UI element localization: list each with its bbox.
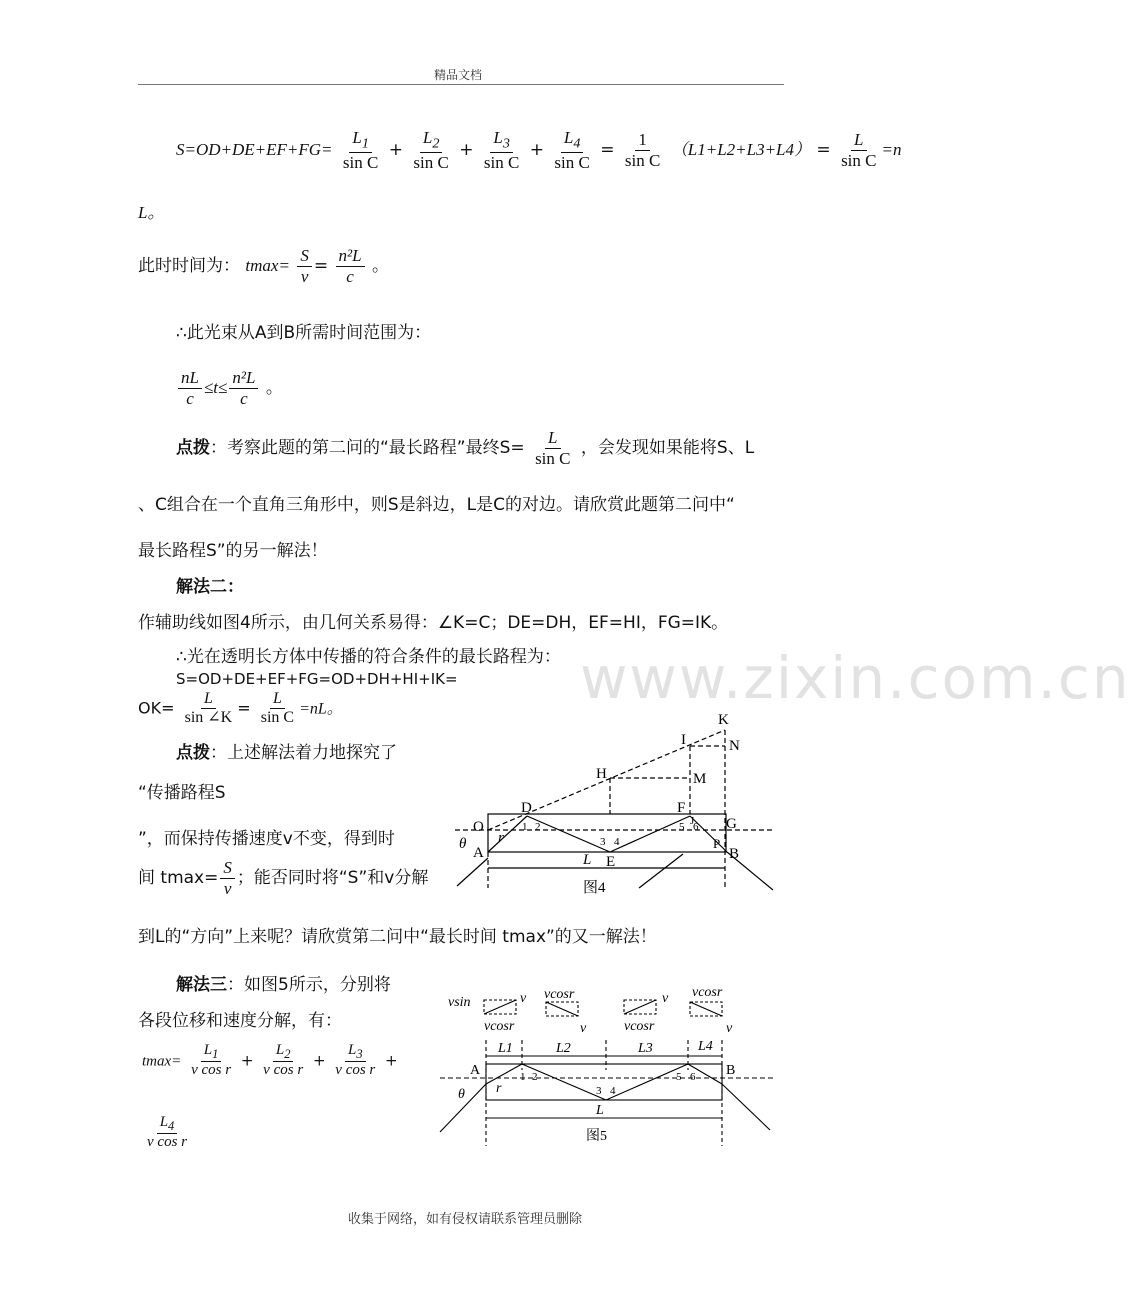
fig5-label-A: A <box>470 1063 481 1078</box>
fig5-angle-4: 4 <box>610 1085 616 1097</box>
fig5-vcosr-1: vcosr <box>484 1019 515 1034</box>
hint1-line-c: 、C组合在一个直角三角形中，则S是斜边，L是C的对边。请欣赏此题第二问中“ <box>138 495 735 515</box>
fig4-label-D: D <box>521 800 532 816</box>
hint2-b: “传播路程S <box>138 783 226 803</box>
fig4-angle-1: 1 <box>522 821 528 833</box>
sol3-b: 各段位移和速度分解，有： <box>138 1011 342 1031</box>
hint2-d: 间 tmax= $\frac{S}{v}$ ；能否同时将“S”和v分解 <box>138 858 429 898</box>
fig4-caption: 图4 <box>583 880 606 896</box>
fig4-label-K: K <box>718 712 729 728</box>
figure-5 <box>440 980 780 1148</box>
fig5-L3: L3 <box>638 1041 653 1056</box>
fig4-label-I: I <box>681 732 686 748</box>
fig4-label-A: A <box>473 845 484 861</box>
fig4-angle-5: 5 <box>679 821 685 833</box>
watermark: www.zixin.com.cn <box>580 644 1131 712</box>
fig4-label-M: M <box>693 771 707 787</box>
fig4-label-E: E <box>606 854 616 870</box>
time-line: 此时时间为： tmax= $\frac{S}{v}$ = $\frac{\text{n²L}}{c}$ 。 <box>138 246 389 286</box>
page-footer: 收集于网络，如有侵权请联系管理员删除 <box>348 1212 583 1227</box>
fig5-angle-6: 6 <box>690 1071 696 1083</box>
sol2-eq1: S=OD+DE+EF+FG=OD+DH+HI+IK= <box>176 670 458 688</box>
sol3-a: 解法三：如图5所示，分别将 <box>176 975 391 995</box>
sol3-eq: tmax= $\frac{L_1}{\text{v cos r}}$ + $\frac{L_2}{\text{v cos r}}$ + $\frac{L_3}{\text{v cos r}}$ + <box>142 1042 398 1079</box>
fig5-v-4: v <box>726 1021 733 1036</box>
fig4-label-B: B <box>729 846 740 862</box>
fig5-v-2: v <box>580 1021 587 1036</box>
hint1-line-a: 点拨：考察此题的第二问的“最长路程”最终S= $\frac{L}{\text{sin C}}$ ，会发现如果能将S、L <box>176 428 755 468</box>
fig5-v-1: v <box>520 991 527 1006</box>
fig5-vcosr-2: vcosr <box>544 987 575 1002</box>
fig4-label-J: J <box>690 815 695 827</box>
header-rule <box>138 84 784 85</box>
fig5-angle-2: 2 <box>532 1071 538 1083</box>
sol2-label: 解法二： <box>176 577 244 597</box>
fig5-vcosr-3: vcosr <box>624 1019 655 1034</box>
fig4-label-theta: θ <box>459 836 467 852</box>
fig5-L1: L1 <box>498 1041 513 1056</box>
fig5-label-B: B <box>726 1063 736 1078</box>
fig5-L2: L2 <box>556 1041 571 1056</box>
equation-line-1: S=OD+DE+EF+FG= $\frac{L_1}{\text{sin C}}$ + $\frac{L_2}{\text{sin C}}$ + $\frac{L_3}{\text{sin C}}$ + $\frac{L_4}{\text{sin C}}$ = $\frac{1}{\text{sin C}}$ （L1+L2+L3+L4） = $\frac{L}{\text{sin C}}$ =n <box>176 128 902 172</box>
figure-4 <box>455 708 775 900</box>
eq-lhs: S=OD+DE+EF+FG= <box>176 140 333 160</box>
therefore-range: ∴此光束从A到B所需时间范围为： <box>176 323 432 343</box>
hint2-c: ”，而保持传播速度v不变，得到时 <box>138 829 395 849</box>
fig5-vcosr-4: vcosr <box>692 985 723 1000</box>
fig4-label-P: P <box>713 836 721 851</box>
fig5-label-r: r <box>496 1081 502 1096</box>
fig4-angle-3: 3 <box>600 836 606 848</box>
hint1-line-d: 最长路程S”的另一解法！ <box>138 541 328 561</box>
fig4-angle-6: 6 <box>693 821 699 833</box>
hint2-f: 到L的“方向”上来呢？请欣赏第二问中“最长时间 tmax”的又一解法！ <box>138 927 657 947</box>
hint2-a: 点拨：上述解法着力地探究了 <box>176 743 397 763</box>
fig4-label-F: F <box>677 800 686 816</box>
fig5-caption: 图5 <box>586 1129 607 1144</box>
fig5-v-3: v <box>662 991 669 1006</box>
fig4-label-G: G <box>726 816 737 832</box>
fig5-angle-3: 3 <box>596 1085 602 1097</box>
fig5-L4: L4 <box>698 1039 713 1054</box>
fig4-label-N: N <box>729 738 740 754</box>
fig4-angle-2: 2 <box>535 821 541 833</box>
fig5-angle-1: 1 <box>520 1071 526 1083</box>
fig4-label-r: r <box>498 830 504 846</box>
fig5-vsin: vsin <box>448 995 471 1010</box>
fig4-label-H: H <box>596 766 607 782</box>
equation-line-2: L。 <box>138 203 165 222</box>
fig5-label-theta: θ <box>458 1087 465 1102</box>
sol2-eq2: OK= $\frac{L}{\sin \angle K}$ = $\frac{L}{\text{sin C}}$ =nL。 <box>138 690 343 727</box>
range-inequality: $\frac{nL}{c}$ ≤t≤ $\frac{\text{n²L}}{c}$ 。 <box>176 368 283 408</box>
fig5-angle-5: 5 <box>676 1071 682 1083</box>
therefore-longest: ∴光在透明长方体中传播的符合条件的最长路程为： <box>176 647 561 667</box>
sol3-eq-cont: $\frac{L_4}{\text{v cos r}}$ <box>147 1114 187 1151</box>
fig4-label-L: L <box>583 852 592 868</box>
fig4-angle-4: 4 <box>614 836 620 848</box>
page-header: 精品文档 <box>434 68 483 82</box>
fig5-label-L: L <box>596 1103 604 1118</box>
sol2-text: 作辅助线如图4所示，由几何关系易得：∠K=C；DE=DH，EF=HI，FG=IK。 <box>138 613 729 633</box>
fig4-label-O: O <box>473 819 484 835</box>
